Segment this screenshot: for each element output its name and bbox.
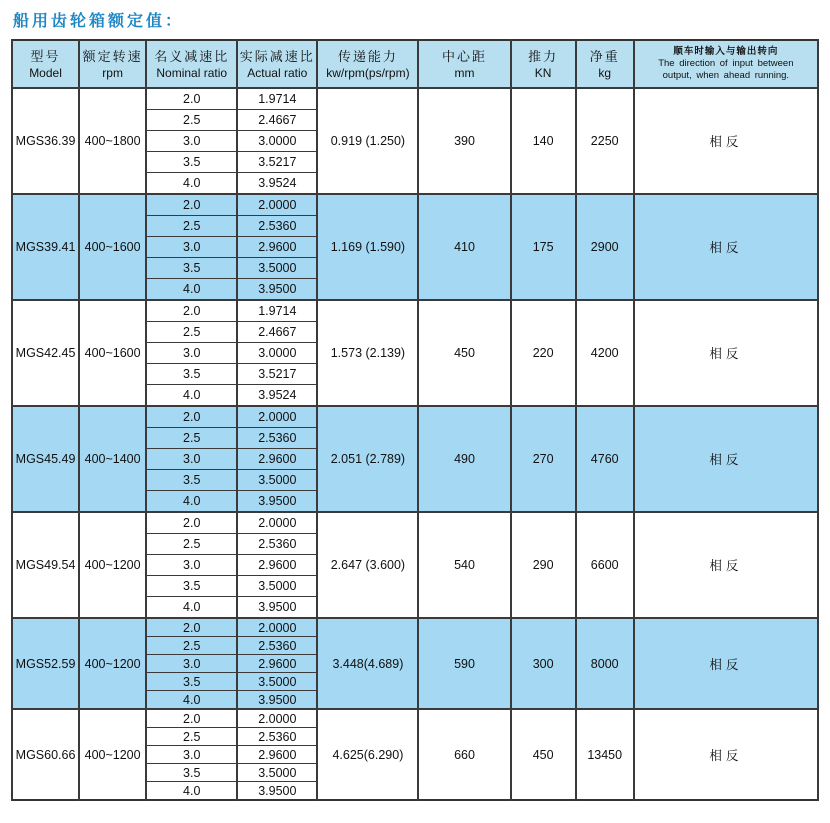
cell-nominal-ratio: 2.0 xyxy=(146,618,237,637)
cell-capacity: 3.448(4.689) xyxy=(317,618,418,709)
col-header-model-zh: 型号 xyxy=(30,49,61,65)
cell-actual-ratio: 3.9500 xyxy=(237,691,317,710)
cell-center-distance: 410 xyxy=(418,194,510,300)
cell-actual-ratio: 2.9600 xyxy=(237,555,317,576)
cell-nominal-ratio: 3.0 xyxy=(146,343,237,364)
cell-direction: 相反 xyxy=(634,300,818,406)
col-header-model-en: Model xyxy=(29,65,62,80)
cell-rated-speed: 400~1600 xyxy=(79,300,146,406)
col-header-thrust-zh: 推力 xyxy=(528,49,559,65)
cell-actual-ratio: 2.0000 xyxy=(237,618,317,637)
col-header-thrust-en: KN xyxy=(534,65,552,80)
col-header-center-en: mm xyxy=(454,65,475,80)
cell-capacity: 1.169 (1.590) xyxy=(317,194,418,300)
cell-net-weight: 4760 xyxy=(576,406,634,512)
cell-center-distance: 390 xyxy=(418,88,510,194)
cell-nominal-ratio: 3.5 xyxy=(146,152,237,173)
cell-direction: 相反 xyxy=(634,618,818,709)
cell-actual-ratio: 3.5000 xyxy=(237,258,317,279)
cell-thrust: 220 xyxy=(511,300,576,406)
col-header-capacity-en: kw/rpm(ps/rpm) xyxy=(326,65,410,80)
cell-actual-ratio: 2.9600 xyxy=(237,449,317,470)
cell-actual-ratio: 3.9500 xyxy=(237,279,317,301)
col-header-nominal-zh: 名义减速比 xyxy=(154,49,230,65)
cell-thrust: 175 xyxy=(511,194,576,300)
cell-center-distance: 490 xyxy=(418,406,510,512)
cell-thrust: 450 xyxy=(511,709,576,800)
col-header-center-zh: 中心距 xyxy=(442,49,488,65)
cell-nominal-ratio: 4.0 xyxy=(146,491,237,513)
cell-actual-ratio: 2.5360 xyxy=(237,534,317,555)
col-header-rpm-en: rpm xyxy=(102,65,123,80)
col-header-direction-en2: output, when ahead running. xyxy=(662,70,790,82)
cell-actual-ratio: 3.9524 xyxy=(237,173,317,195)
cell-net-weight: 4200 xyxy=(576,300,634,406)
cell-actual-ratio: 3.9500 xyxy=(237,597,317,619)
cell-model: MGS60.66 xyxy=(12,709,79,800)
cell-nominal-ratio: 4.0 xyxy=(146,385,237,407)
cell-nominal-ratio: 2.0 xyxy=(146,300,237,322)
cell-rated-speed: 400~1800 xyxy=(79,88,146,194)
cell-direction: 相反 xyxy=(634,194,818,300)
cell-actual-ratio: 3.5000 xyxy=(237,470,317,491)
cell-direction: 相反 xyxy=(634,512,818,618)
table-row xyxy=(12,88,818,110)
cell-capacity: 2.051 (2.789) xyxy=(317,406,418,512)
col-header-weight-en: kg xyxy=(598,65,612,80)
col-header-direction-en1: The direction of input between xyxy=(658,58,794,70)
cell-nominal-ratio: 2.5 xyxy=(146,428,237,449)
cell-actual-ratio: 2.5360 xyxy=(237,428,317,449)
table-row xyxy=(12,512,818,534)
cell-model: MGS49.54 xyxy=(12,512,79,618)
cell-actual-ratio: 2.5360 xyxy=(237,637,317,655)
gearbox-rating-table xyxy=(11,39,819,801)
cell-nominal-ratio: 3.5 xyxy=(146,470,237,491)
col-header-model xyxy=(12,40,79,88)
cell-model: MGS45.49 xyxy=(12,406,79,512)
cell-actual-ratio: 1.9714 xyxy=(237,300,317,322)
cell-net-weight: 8000 xyxy=(576,618,634,709)
cell-net-weight: 2250 xyxy=(576,88,634,194)
cell-center-distance: 590 xyxy=(418,618,510,709)
cell-direction: 相反 xyxy=(634,709,818,800)
cell-thrust: 300 xyxy=(511,618,576,709)
cell-nominal-ratio: 2.0 xyxy=(146,709,237,728)
cell-direction: 相反 xyxy=(634,406,818,512)
cell-nominal-ratio: 3.0 xyxy=(146,655,237,673)
cell-capacity: 0.919 (1.250) xyxy=(317,88,418,194)
cell-actual-ratio: 3.5217 xyxy=(237,364,317,385)
col-header-nominal-en: Nominal ratio xyxy=(156,65,228,80)
cell-actual-ratio: 2.9600 xyxy=(237,746,317,764)
table-body xyxy=(12,88,818,800)
table-row xyxy=(12,406,818,428)
cell-nominal-ratio: 3.0 xyxy=(146,131,237,152)
cell-nominal-ratio: 2.0 xyxy=(146,512,237,534)
cell-actual-ratio: 3.9524 xyxy=(237,385,317,407)
cell-actual-ratio: 3.9500 xyxy=(237,782,317,801)
cell-nominal-ratio: 3.0 xyxy=(146,555,237,576)
cell-actual-ratio: 1.9714 xyxy=(237,88,317,110)
table-row xyxy=(12,194,818,216)
cell-nominal-ratio: 4.0 xyxy=(146,782,237,801)
cell-capacity: 4.625(6.290) xyxy=(317,709,418,800)
cell-nominal-ratio: 3.5 xyxy=(146,258,237,279)
cell-direction: 相反 xyxy=(634,88,818,194)
cell-capacity: 2.647 (3.600) xyxy=(317,512,418,618)
col-header-center-distance xyxy=(418,40,510,88)
cell-actual-ratio: 3.0000 xyxy=(237,131,317,152)
cell-nominal-ratio: 2.5 xyxy=(146,216,237,237)
cell-rated-speed: 400~1200 xyxy=(79,709,146,800)
cell-thrust: 140 xyxy=(511,88,576,194)
cell-nominal-ratio: 2.0 xyxy=(146,88,237,110)
cell-nominal-ratio: 3.0 xyxy=(146,746,237,764)
cell-net-weight: 13450 xyxy=(576,709,634,800)
cell-capacity: 1.573 (2.139) xyxy=(317,300,418,406)
cell-nominal-ratio: 3.0 xyxy=(146,237,237,258)
cell-nominal-ratio: 3.5 xyxy=(146,764,237,782)
cell-rated-speed: 400~1400 xyxy=(79,406,146,512)
cell-actual-ratio: 3.5217 xyxy=(237,152,317,173)
table-row xyxy=(12,618,818,637)
cell-thrust: 270 xyxy=(511,406,576,512)
cell-actual-ratio: 2.0000 xyxy=(237,512,317,534)
cell-nominal-ratio: 2.5 xyxy=(146,534,237,555)
cell-nominal-ratio: 3.5 xyxy=(146,364,237,385)
cell-rated-speed: 400~1600 xyxy=(79,194,146,300)
table-row xyxy=(12,300,818,322)
cell-nominal-ratio: 4.0 xyxy=(146,279,237,301)
col-header-net-weight xyxy=(576,40,634,88)
col-header-nominal-ratio xyxy=(146,40,237,88)
col-header-thrust xyxy=(511,40,576,88)
col-header-actual-ratio xyxy=(237,40,317,88)
table-row xyxy=(12,709,818,728)
cell-actual-ratio: 3.0000 xyxy=(237,343,317,364)
col-header-direction-zh: 顺车时输入与输出转向 xyxy=(673,46,779,57)
cell-nominal-ratio: 2.0 xyxy=(146,194,237,216)
cell-nominal-ratio: 2.5 xyxy=(146,110,237,131)
table-header xyxy=(12,40,818,88)
cell-nominal-ratio: 2.5 xyxy=(146,322,237,343)
col-header-weight-zh: 净重 xyxy=(589,49,620,65)
cell-net-weight: 6600 xyxy=(576,512,634,618)
cell-nominal-ratio: 2.5 xyxy=(146,637,237,655)
cell-nominal-ratio: 4.0 xyxy=(146,173,237,195)
cell-rated-speed: 400~1200 xyxy=(79,512,146,618)
page-title: 船用齿轮箱额定值： xyxy=(13,13,185,30)
cell-actual-ratio: 3.9500 xyxy=(237,491,317,513)
cell-actual-ratio: 2.5360 xyxy=(237,216,317,237)
col-header-actual-zh: 实际减速比 xyxy=(239,49,315,65)
col-header-rpm-zh: 额定转速 xyxy=(82,49,143,65)
cell-nominal-ratio: 2.5 xyxy=(146,728,237,746)
cell-model: MGS39.41 xyxy=(12,194,79,300)
cell-nominal-ratio: 3.0 xyxy=(146,449,237,470)
cell-actual-ratio: 2.0000 xyxy=(237,406,317,428)
cell-actual-ratio: 2.0000 xyxy=(237,709,317,728)
col-header-actual-en: Actual ratio xyxy=(247,65,308,80)
cell-nominal-ratio: 2.0 xyxy=(146,406,237,428)
cell-thrust: 290 xyxy=(511,512,576,618)
cell-nominal-ratio: 3.5 xyxy=(146,673,237,691)
cell-model: MGS36.39 xyxy=(12,88,79,194)
cell-actual-ratio: 3.5000 xyxy=(237,764,317,782)
cell-nominal-ratio: 4.0 xyxy=(146,691,237,710)
col-header-direction xyxy=(634,40,818,88)
cell-net-weight: 2900 xyxy=(576,194,634,300)
cell-center-distance: 660 xyxy=(418,709,510,800)
header-row xyxy=(12,40,818,88)
cell-rated-speed: 400~1200 xyxy=(79,618,146,709)
cell-center-distance: 540 xyxy=(418,512,510,618)
cell-actual-ratio: 2.4667 xyxy=(237,110,317,131)
col-header-rpm xyxy=(79,40,146,88)
cell-model: MGS52.59 xyxy=(12,618,79,709)
cell-actual-ratio: 3.5000 xyxy=(237,673,317,691)
cell-actual-ratio: 2.9600 xyxy=(237,655,317,673)
cell-actual-ratio: 2.5360 xyxy=(237,728,317,746)
cell-actual-ratio: 2.0000 xyxy=(237,194,317,216)
cell-actual-ratio: 3.5000 xyxy=(237,576,317,597)
col-header-capacity xyxy=(317,40,418,88)
col-header-capacity-zh: 传递能力 xyxy=(337,49,398,65)
cell-actual-ratio: 2.4667 xyxy=(237,322,317,343)
cell-nominal-ratio: 3.5 xyxy=(146,576,237,597)
cell-nominal-ratio: 4.0 xyxy=(146,597,237,619)
cell-center-distance: 450 xyxy=(418,300,510,406)
cell-actual-ratio: 2.9600 xyxy=(237,237,317,258)
cell-model: MGS42.45 xyxy=(12,300,79,406)
